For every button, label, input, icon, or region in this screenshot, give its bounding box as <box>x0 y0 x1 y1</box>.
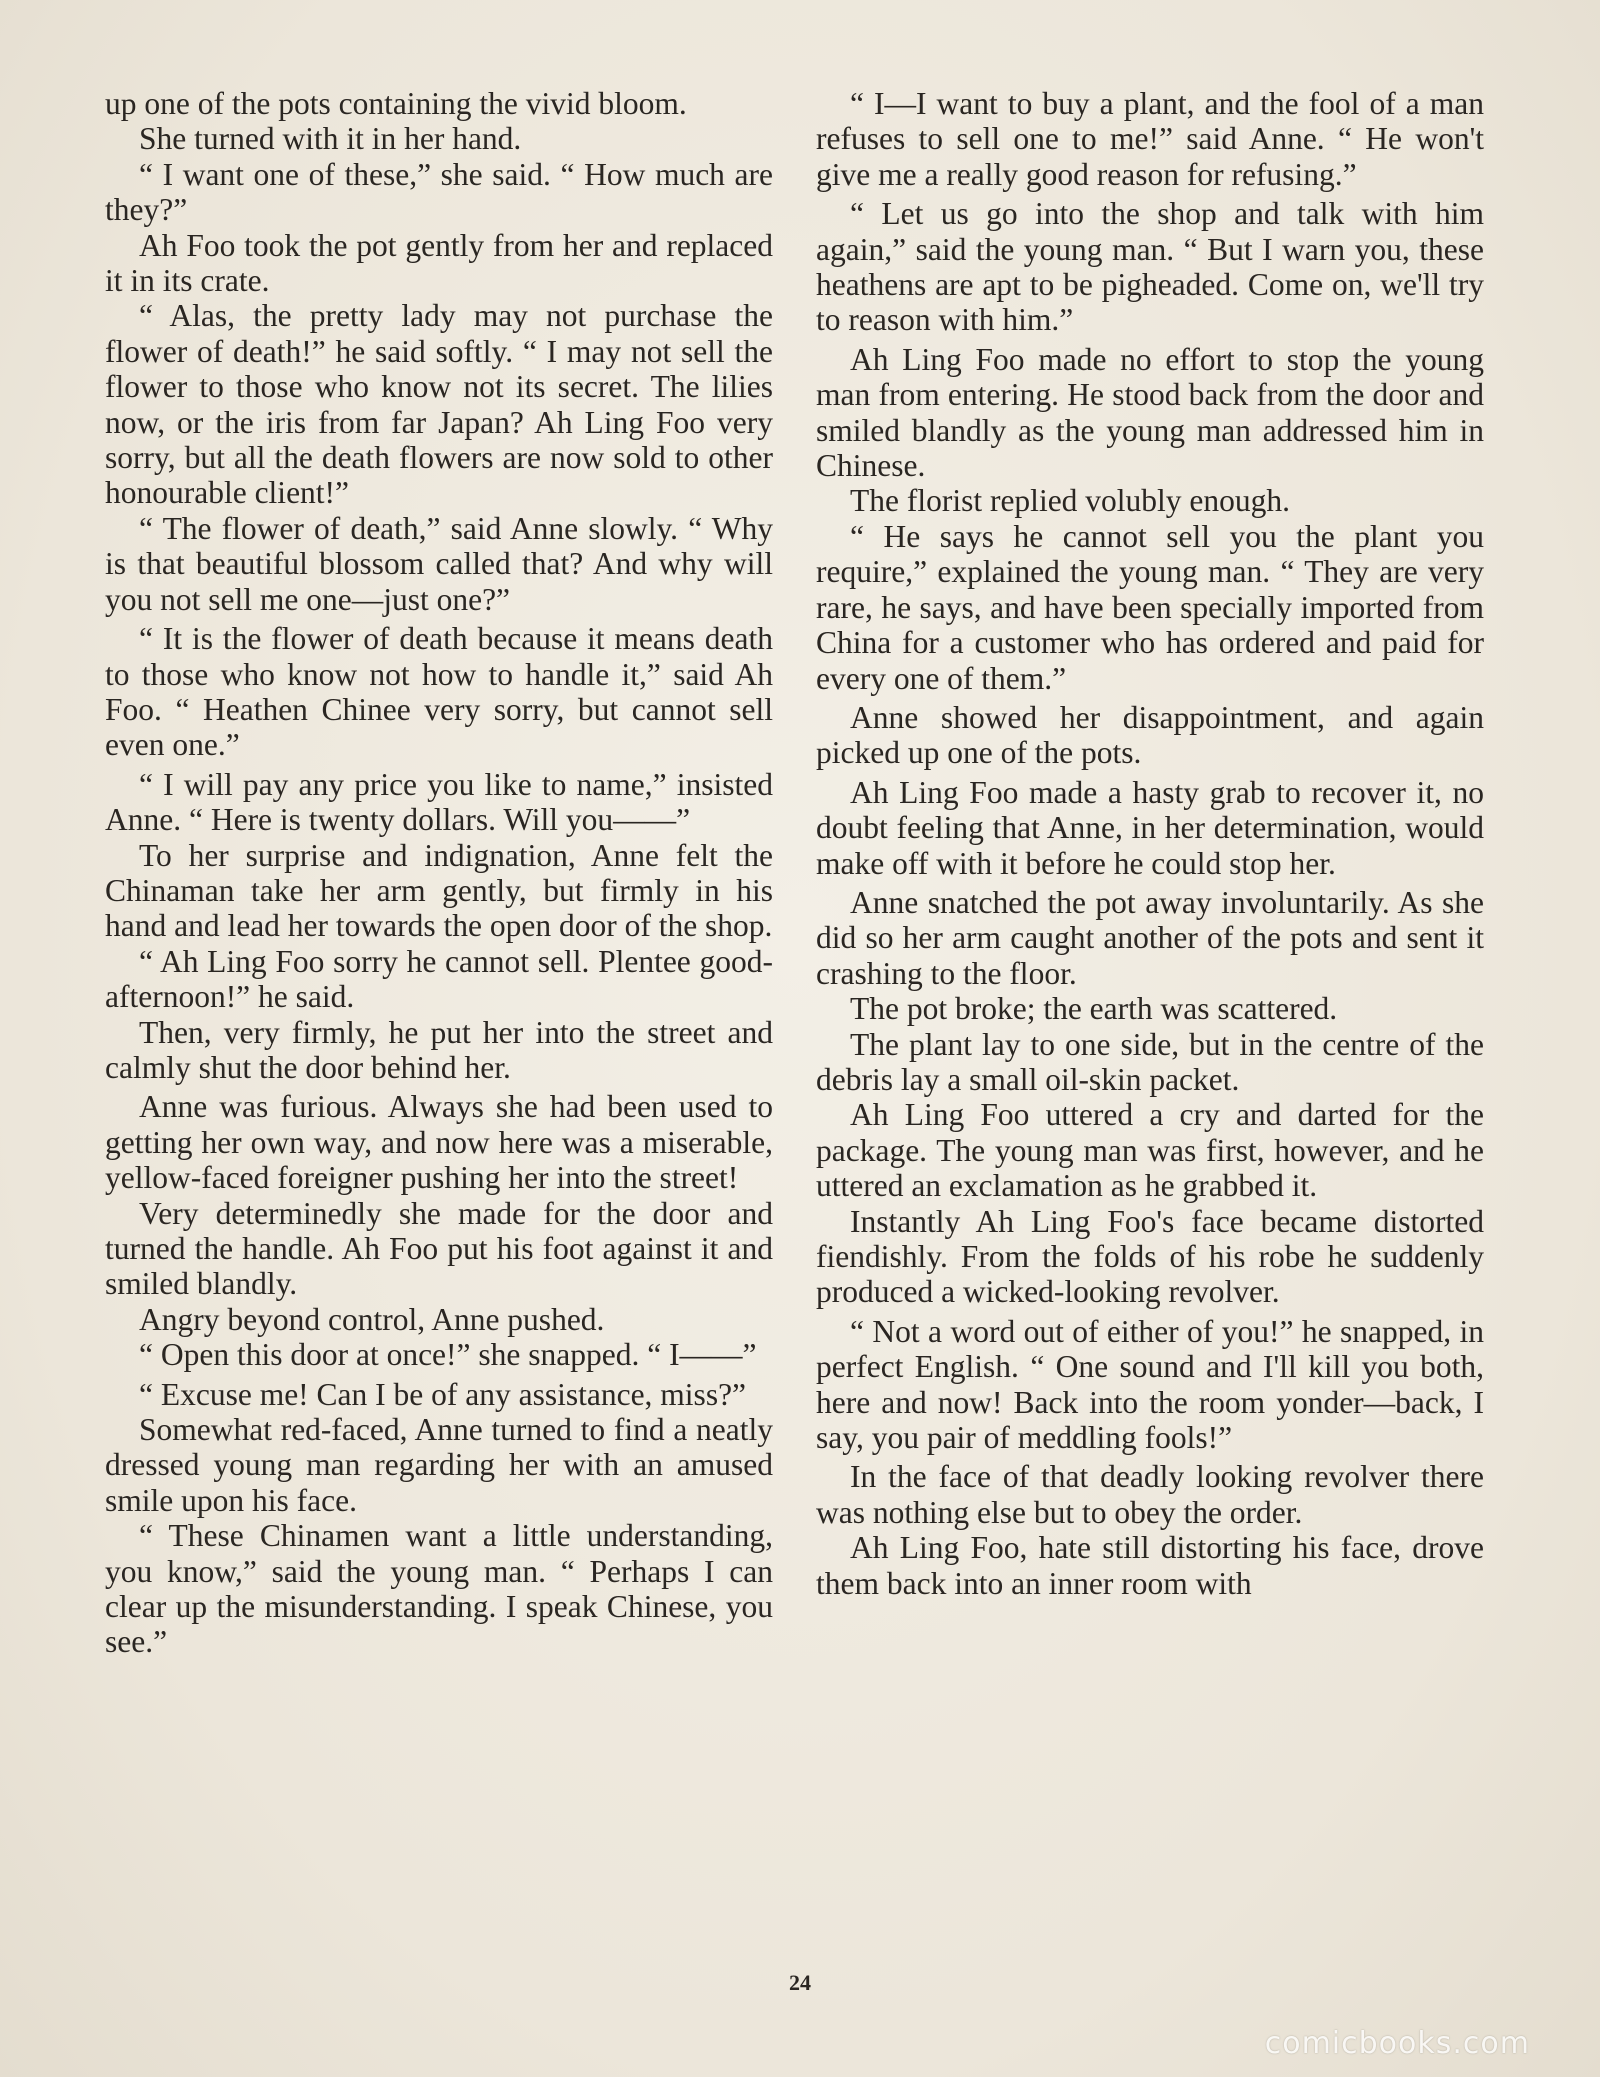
paragraph: “ These Chinamen want a little understanding, you know,” said the young man. “ Perhaps I can clear up the misunderstanding. I speak Chinese, you see.” <box>105 1518 773 1660</box>
paragraph: The pot broke; the earth was scattered. <box>850 991 1338 1027</box>
paragraph: “ The flower of death,” said Anne slowly. “ Why is that beautiful blossom called that? And why will you not sell me one—just one?” <box>105 510 773 617</box>
paragraph: Somewhat red-faced, Anne turned to find a neatly dressed young man regarding her with an amused smile upon his face. <box>105 1412 773 1518</box>
paragraph: Ah Ling Foo, hate still distorting his face, drove them back into an inner room with <box>816 1530 1484 1601</box>
paragraph: “ Let us go into the shop and talk with him again,” said the young man. “ But I warn you, these heathens are apt to be pigheaded. Come on, we'll try to reason with him.” <box>816 196 1484 338</box>
paragraph: Ah Ling Foo made a hasty grab to recover it, no doubt feeling that Anne, in her determination, would make off with it before he could stop her. <box>816 774 1484 881</box>
paragraph: Angry beyond control, Anne pushed. <box>139 1301 605 1337</box>
paragraph: In the face of that deadly looking revolver there was nothing else but to obey the order. <box>816 1459 1484 1530</box>
paragraph: Then, very firmly, he put her into the street and calmly shut the door behind her. <box>105 1014 773 1085</box>
paragraph: “ It is the flower of death because it means death to those who know not how to handle it,” said Ah Foo. “ Heathen Chinee very sorry, but cannot sell even one.” <box>105 621 773 763</box>
left-column <box>105 86 773 1660</box>
paragraph: She turned with it in her hand. <box>139 121 522 157</box>
paragraph: “ Alas, the pretty lady may not purchase the flower of death!” he said softly. “ I may not sell the flower to those who know not its secret. The lilies now, or the iris from far Japan? Ah Ling Foo very sorry, but all the death flowers are now sold to other honourable client!” <box>105 298 773 511</box>
paragraph: “ I—I want to buy a plant, and the fool of a man refuses to sell one to me!” said Anne. “ He won't give me a really good reason for refusing.” <box>816 86 1484 192</box>
paragraph: “ Excuse me! Can I be of any assistance, miss?” <box>139 1376 747 1412</box>
page-number: 24 <box>789 1970 811 1995</box>
paragraph: “ I will pay any price you like to name,” insisted Anne. “ Here is twenty dollars. Will you——” <box>105 766 773 838</box>
paragraph: “ Not a word out of either of you!” he snapped, in perfect English. “ One sound and I'll kill you both, here and now! Back into the room yonder—back, I say, you pair of meddling fools!” <box>816 1313 1484 1456</box>
paragraph: “ I want one of these,” she said. “ How much are they?” <box>105 156 773 228</box>
paragraph: “ He says he cannot sell you the plant you require,” explained the young man. “ They are very rare, he says, and have been specially imported from China for a customer who has ordered and paid for every one of them.” <box>816 518 1484 696</box>
paragraph: Instantly Ah Ling Foo's face became distorted fiendishly. From the folds of his robe he suddenly produced a wicked-looking revolver. <box>816 1203 1484 1310</box>
paragraph: Anne snatched the pot away involuntarily. As she did so her arm caught another of the pots and sent it crashing to the floor. <box>816 884 1484 991</box>
watermark: comicbooks.com <box>1264 2026 1530 2061</box>
paragraph: Anne showed her disappointment, and again picked up one of the pots. <box>816 699 1484 771</box>
paragraph: “ Ah Ling Foo sorry he cannot sell. Plentee good-afternoon!” he said. <box>105 943 773 1015</box>
paragraph: The plant lay to one side, but in the centre of the debris lay a small oil-skin packet. <box>816 1026 1484 1097</box>
paragraph: Anne was furious. Always she had been used to getting her own way, and now here was a miserable, yellow-faced foreigner pushing her into the street! <box>105 1089 773 1196</box>
paragraph: up one of the pots containing the vivid bloom. <box>105 86 687 121</box>
paragraph: Ah Ling Foo made no effort to stop the young man from entering. He stood back from the door and smiled blandly as the young man addressed him in Chinese. <box>816 341 1484 484</box>
paragraph: Very determinedly she made for the door and turned the handle. Ah Foo put his foot against it and smiled blandly. <box>105 1195 773 1302</box>
paragraph: To her surprise and indignation, Anne felt the Chinaman take her arm gently, but firmly in his hand and lead her towards the open door of the shop. <box>105 837 773 944</box>
paragraph: Ah Ling Foo uttered a cry and darted for the package. The young man was first, however, and he uttered an exclamation as he grabbed it. <box>816 1097 1484 1204</box>
right-column <box>816 86 1484 1601</box>
paragraph: The florist replied volubly enough. <box>850 483 1291 519</box>
paragraph: “ Open this door at once!” she snapped. “ I——” <box>139 1337 757 1373</box>
paragraph: Ah Foo took the pot gently from her and replaced it in its crate. <box>105 227 773 299</box>
